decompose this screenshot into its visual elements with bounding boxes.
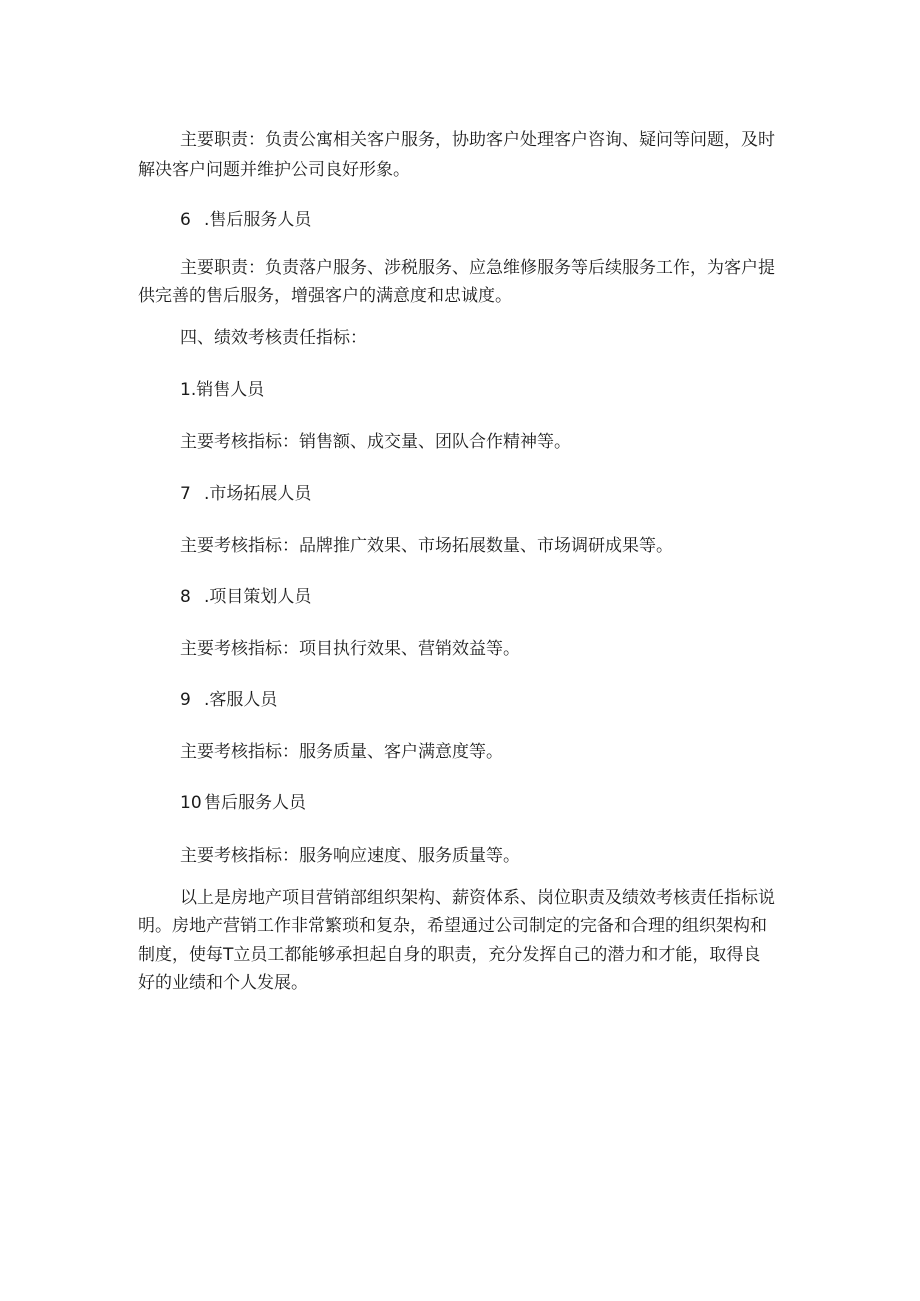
heading-text: .市场拓展人员: [204, 484, 312, 504]
heading-number: 6: [180, 210, 191, 230]
paragraph-customer-service-duties-line2: 解决客户问题并维护公司良好形象。: [138, 160, 410, 180]
paragraph-after-sales-duties-line1: 主要职责：负责落户服务、涉税服务、应急维修服务等后续服务工作，为客户提: [180, 258, 775, 278]
paragraph-sales-kpi: 主要考核指标：销售额、成交量、团队合作精神等。: [180, 432, 571, 452]
paragraph-project-planning-kpi: 主要考核指标：项目执行效果、营销效益等。: [180, 639, 520, 659]
heading-text: 售后服务人员: [204, 793, 306, 813]
paragraph-conclusion-line4: 好的业绩和个人发展。: [138, 973, 308, 993]
heading-text: .售后服务人员: [204, 210, 312, 230]
paragraph-after-sales-duties-line2: 供完善的售后服务，增强客户的满意度和忠诚度。: [138, 286, 512, 306]
paragraph-customer-service-kpi: 主要考核指标：服务质量、客户满意度等。: [180, 742, 503, 762]
paragraph-customer-service-duties-line1: 主要职责：负责公寓相关客户服务，协助客户处理客户咨询、疑问等问题，及时: [180, 130, 775, 150]
paragraph-after-sales-kpi: 主要考核指标：服务响应速度、服务质量等。: [180, 846, 520, 866]
paragraph-conclusion-line3: 制度，使每T立员工都能够承担起自身的职责，充分发挥自己的潜力和才能，取得良: [138, 945, 761, 965]
heading-market-expansion-staff: [180, 486, 311, 503]
heading-text: .项目策划人员: [204, 587, 312, 607]
heading-number: 9: [180, 690, 191, 710]
paragraph-market-expansion-kpi: 主要考核指标：品牌推广效果、市场拓展数量、市场调研成果等。: [180, 536, 673, 556]
paragraph-conclusion-line2: 明。房地产营销工作非常繁琐和复杂，希望通过公司制定的完备和合理的组织架构和: [138, 916, 767, 936]
heading-project-planning-staff: [180, 589, 311, 606]
heading-number: 10: [180, 793, 202, 813]
heading-sales-staff: 1.销售人员: [180, 380, 265, 400]
heading-customer-service-staff: [180, 692, 277, 709]
heading-text: .客服人员: [204, 690, 278, 710]
heading-number: 8: [180, 587, 191, 607]
heading-after-sales-staff: [180, 212, 311, 229]
heading-after-sales-staff-kpi: [180, 795, 306, 812]
heading-number: 7: [180, 484, 191, 504]
paragraph-conclusion-line1: 以上是房地产项目营销部组织架构、薪资体系、岗位职责及绩效考核责任指标说: [180, 888, 775, 908]
section-heading-kpi: 四、绩效考核责任指标：: [180, 328, 367, 348]
